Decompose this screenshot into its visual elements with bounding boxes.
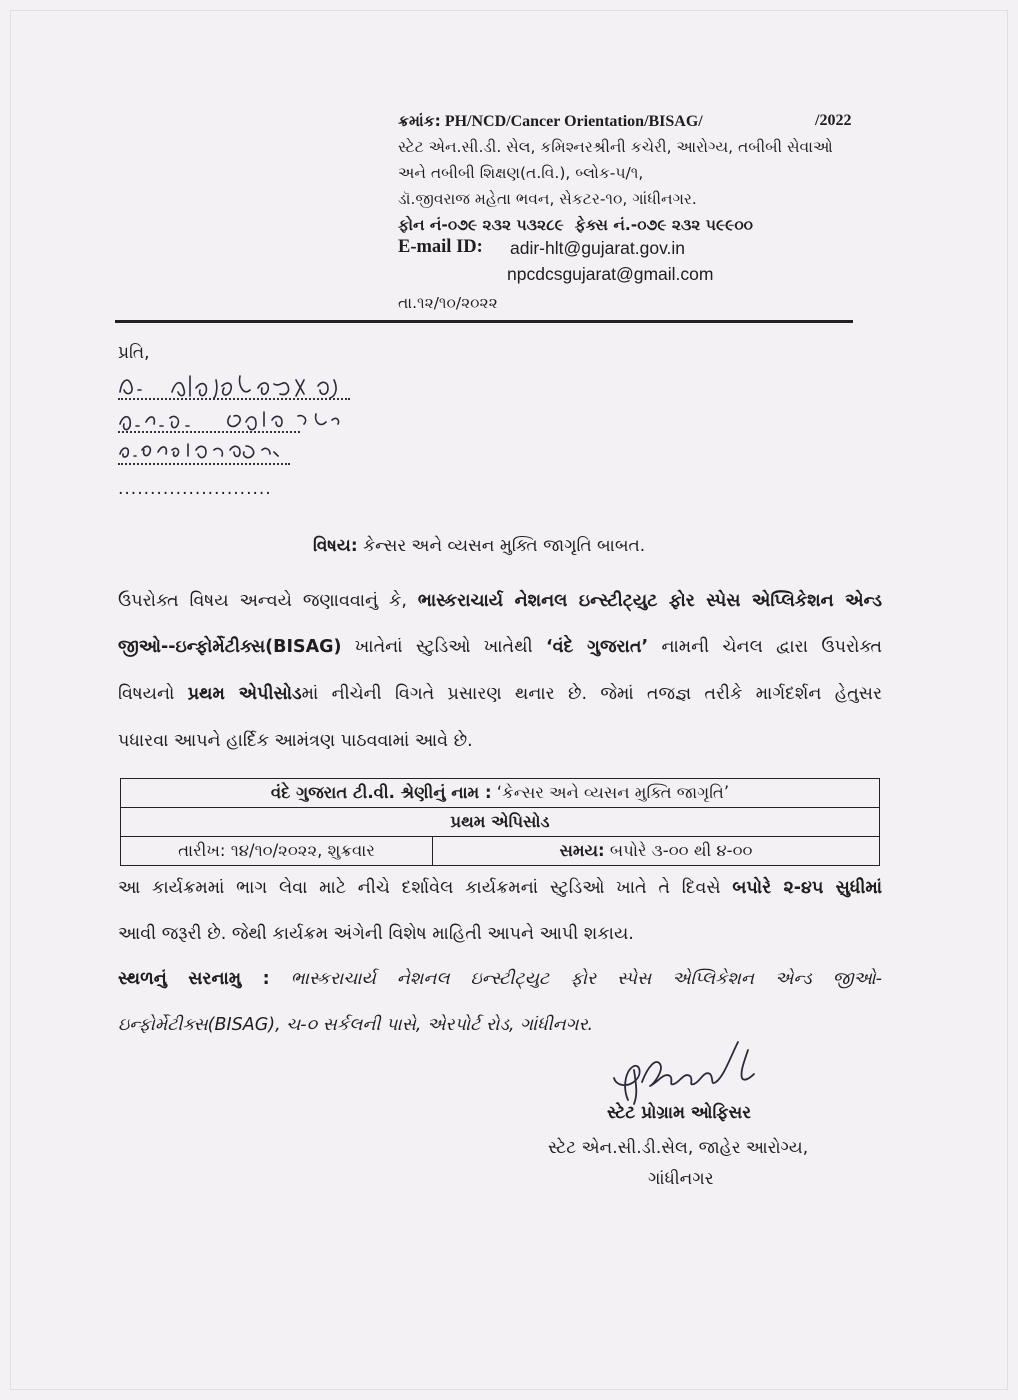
signature bbox=[598, 1030, 773, 1110]
text-segment: પધારવા આપને હાર્દિક આમંત્રણ પાઠવવામાં આવે છે. bbox=[118, 731, 473, 751]
channel-name: ‘વંદે ગુજરાત’ bbox=[545, 637, 649, 657]
series-value: ‘કેન્સર અને વ્યસન મુક્તિ જાગૃતિ’ bbox=[491, 783, 730, 802]
series-name-cell bbox=[121, 779, 880, 808]
table-row bbox=[121, 779, 880, 808]
paragraph-1-line-4 bbox=[118, 729, 882, 753]
email-label: E-mail ID: bbox=[398, 237, 483, 257]
phone-number: ફોન નં-૦૭૯ ૨૩૨ ૫૩૨૮૯ bbox=[398, 216, 564, 234]
venue-label: સ્થળનું સરનામુ : bbox=[118, 969, 270, 989]
email-address-1: adir-hlt@gujarat.gov.in bbox=[510, 238, 686, 258]
table-row bbox=[121, 808, 880, 837]
reference-label: ક્રમાંક: bbox=[398, 112, 441, 130]
programme-table bbox=[120, 778, 880, 866]
text-segment: આ કાર્યક્રમમાં ભાગ લેવા માટે નીચે દર્શાવેલ કાર્યક્રમનાં સ્ટુડિઓ ખાતે તે દિવસે bbox=[118, 878, 733, 898]
reporting-time: બપોરે ૨-૪૫ સુધીમાં bbox=[732, 878, 882, 898]
office-line-1: સ્ટેટ એન.સી.ડી. સેલ, કમિશ્નરશ્રીની કચેરી, આરોગ્ય, તબીબી સેવાઓ bbox=[398, 138, 833, 156]
office-line-2: અને તબીબી શિક્ષણ(ત.વિ.), બ્લોક-૫/૧, bbox=[398, 164, 644, 182]
reference-year: /2022 bbox=[815, 112, 852, 129]
recipient-salutation: પ્રતિ, bbox=[118, 343, 150, 363]
text-segment: ઉપરોક્ત વિષય અન્વયે જણાવવાનું કે, bbox=[118, 591, 418, 611]
paragraph-1-line-1 bbox=[118, 589, 882, 613]
handwritten-addressee bbox=[112, 366, 382, 466]
episode-mention: પ્રથમ એપીસોડ bbox=[187, 684, 302, 704]
time-cell bbox=[433, 837, 880, 866]
text-segment: માં નીચેની વિગતે પ્રસારણ થનાર છે. જેમાં તજજ્ઞ તરીકે માર્ગદર્શન હેતુસર bbox=[301, 684, 882, 704]
series-label: વંદે ગુજરાત ટી.વી. શ્રેણીનું નામ : bbox=[270, 783, 492, 802]
signatory-city: ગાંધીનગર bbox=[648, 1169, 714, 1189]
venue-line-1 bbox=[118, 967, 882, 991]
signatory-office: સ્ટેટ એન.સી.ડી.સેલ, જાહેર આરોગ્ય, bbox=[548, 1138, 809, 1158]
table-row bbox=[121, 837, 880, 866]
time-value: બપોરે ૩-૦૦ થી ૪-૦૦ bbox=[604, 841, 753, 860]
institute-name: ભાસ્કરાચાર્ય નેશનલ ઇન્સ્ટીટ્યુટ ફોર સ્પેસ એપ્લિકેશન એન્ડ bbox=[417, 591, 882, 611]
paragraph-2-line-2 bbox=[118, 922, 882, 946]
contact-numbers bbox=[398, 214, 753, 236]
text-segment: વિષયનો bbox=[118, 684, 188, 704]
subject-text: કેન્સર અને વ્યસન મુક્તિ જાગૃતિ બાબત. bbox=[357, 536, 646, 556]
recipient-blank-line: ........................ bbox=[118, 479, 272, 499]
reference-value: PH/NCD/Cancer Orientation/BISAG/ bbox=[440, 113, 703, 130]
institute-name-cont: જીઓ--ઇન્ફોર્મેટીક્સ(BISAG) bbox=[118, 637, 342, 657]
office-line-3: ડૉ.જીવરાજ મહેતા ભવન, સેકટર-૧૦, ગાંધીનગર. bbox=[398, 190, 697, 208]
fax-number: ફેક્સ નં.-૦૭૯ ૨૩૨ ૫૯૯૦૦ bbox=[574, 216, 754, 234]
paragraph-1-line-3 bbox=[118, 682, 882, 706]
letter-date: તા.૧૨/૧૦/૨૦૨૨ bbox=[398, 294, 498, 312]
time-label: સમય: bbox=[559, 841, 605, 860]
subject-line bbox=[313, 536, 645, 556]
date-cell: તારીખ: ૧૪/૧૦/૨૦૨૨, શુક્રવાર bbox=[121, 837, 433, 866]
venue-line-2: ઇન્ફોર્મેટીક્સ(BISAG), ચ-૦ સર્કલની પાસે, એરપોર્ટ રોડ, ગાંધીનગર. bbox=[118, 1015, 594, 1035]
signatory-title: સ્ટેટ પ્રોગ્રામ ઓફિસર bbox=[607, 1103, 752, 1123]
reference-number bbox=[398, 110, 703, 133]
text-segment: નામની ચેનલ દ્વારા ઉપરોક્ત bbox=[648, 637, 882, 657]
paragraph-2-line-1 bbox=[118, 876, 882, 900]
text-segment: આવી જરૂરી છે. જેથી કાર્યક્રમ અંગેની વિશેષ માહિતી આપને આપી શકાય. bbox=[118, 924, 634, 944]
paragraph-1-line-2 bbox=[118, 635, 882, 659]
text-segment: ખાતેનાં સ્ટુડિઓ ખાતેથી bbox=[341, 637, 546, 657]
email-address-2: npcdcsgujarat@gmail.com bbox=[507, 264, 714, 284]
venue-address: ભાસ્કરાચાર્ય નેશનલ ઇન્સ્ટીટ્યુટ ફોર સ્પેસ એપ્લિકેશન એન્ડ જીઓ- bbox=[269, 969, 882, 989]
subject-label: વિષય: bbox=[313, 536, 358, 556]
episode-cell: પ્રથમ એપિસોડ bbox=[121, 808, 880, 837]
header-divider bbox=[115, 320, 853, 323]
